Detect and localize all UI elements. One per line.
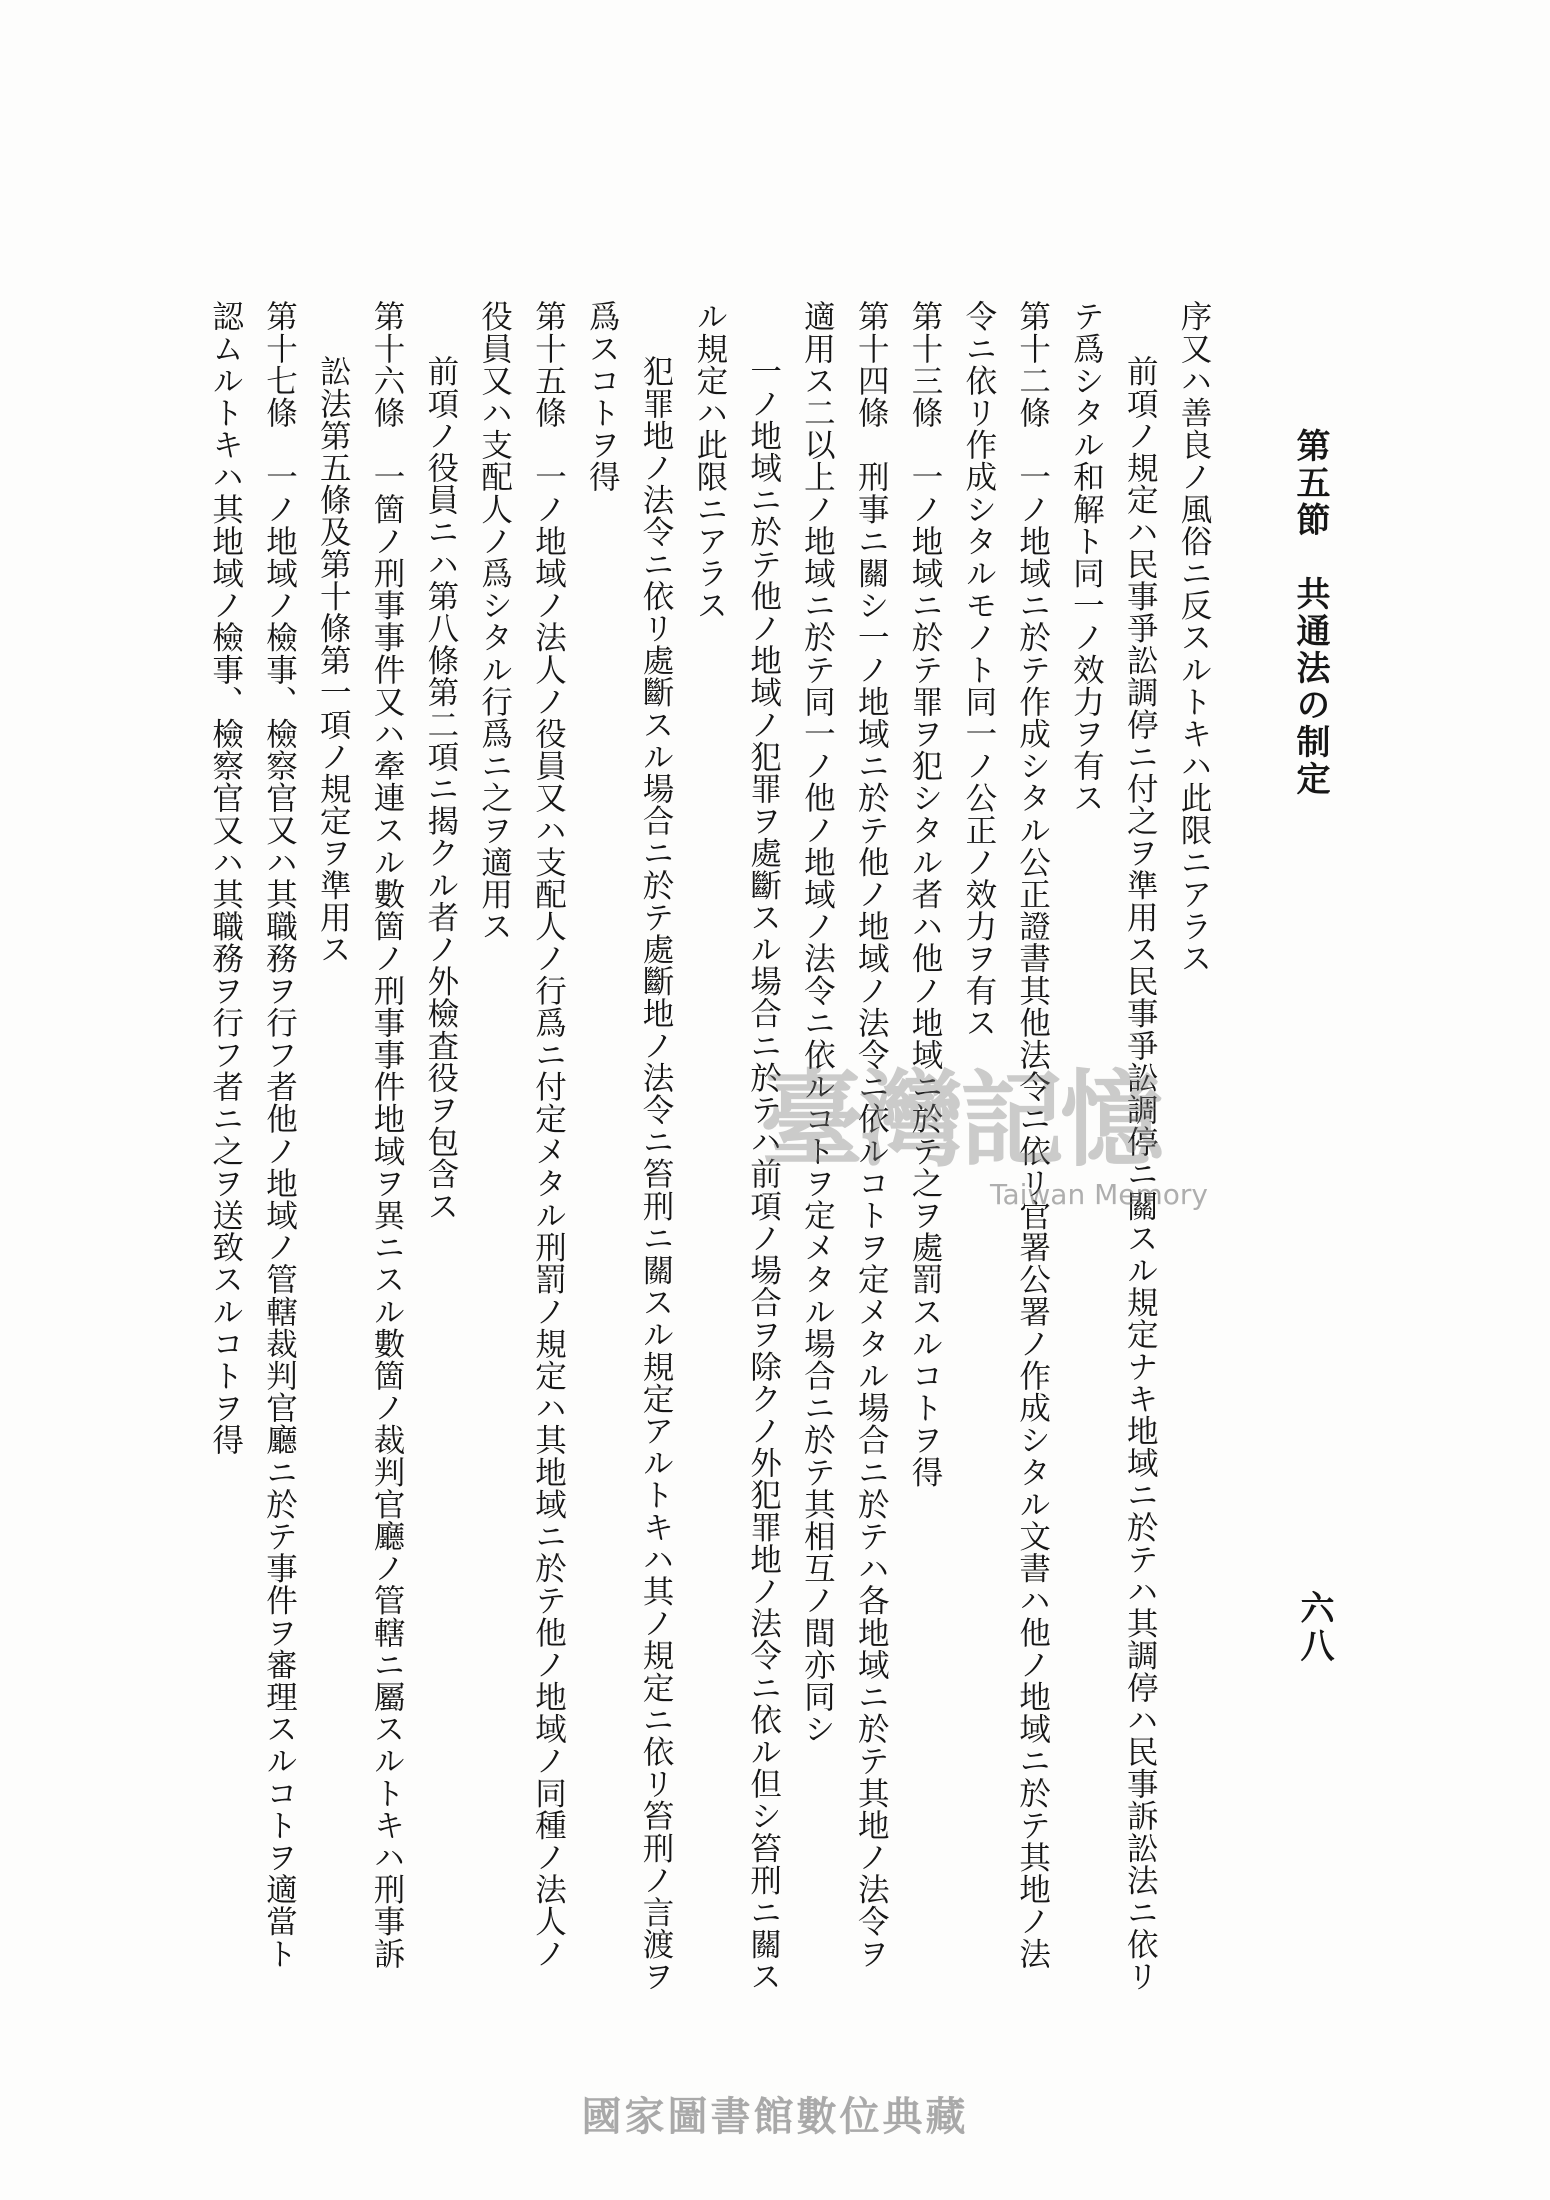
text-column: 爲スコトヲ得 xyxy=(584,300,621,493)
article-17-start: 第十七條 一ノ地域ノ檢事、檢察官又ハ其職務ヲ行フ者他ノ地域ノ管轄裁判官廳ニ於テ事件ヲ審理スルコトヲ適當ト xyxy=(261,300,298,1970)
text-column: 令ニ依リ作成シタルモノト同一ノ公正ノ效力ヲ有ス xyxy=(960,300,997,1039)
vertical-body-text xyxy=(207,300,1220,1993)
watermark-logo-text: 臺灣記憶 xyxy=(760,1058,1161,1181)
text-column: 前項ノ規定ハ民事爭訟調停ニ付之ヲ準用ス民事爭訟調停ニ關スル規定ナキ地域ニ於テハ其調停ハ民事訴訟法ニ依リ xyxy=(1122,355,1159,1993)
watermark-logo-subtitle: Taiwan Memory xyxy=(990,1178,1208,1211)
text-column: テ爲シタル和解ト同一ノ效力ヲ有ス xyxy=(1068,300,1105,814)
text-column: 認ムルトキハ其地域ノ檢事、檢察官又ハ其職務ヲ行フ者ニ之ヲ送致スルコトヲ得 xyxy=(207,300,244,1456)
text-column: 適用ス二以上ノ地域ニ於テ同一ノ他ノ地域ノ法令ニ依ルコトヲ定メタル場合ニ於テ其相互ノ間亦同シ xyxy=(799,300,836,1745)
text-column: 役員又ハ支配人ノ爲シタル行爲ニ之ヲ適用ス xyxy=(476,300,513,942)
article-12-start: 第十二條 一ノ地域ニ於テ作成シタル公正證書其他法令ニ依リ官署公署ノ作成シタル文書ハ他ノ地域ニ於テ其地ノ法 xyxy=(1014,300,1051,1970)
text-column: ル規定ハ此限ニアラス xyxy=(691,300,728,621)
text-column: 前項ノ役員ニハ第八條第二項ニ揭クル者ノ外檢査役ヲ包含ス xyxy=(422,355,459,1222)
text-column: 犯罪地ノ法令ニ依リ處斷スル場合ニ於テ處斷地ノ法令ニ笞刑ニ關スル規定アルトキハ其ノ規定ニ依リ笞刑ノ言渡ヲ xyxy=(638,355,675,1993)
article-14-start: 第十四條 刑事ニ關シ一ノ地域ニ於テ他ノ地域ノ法令ニ依ルコトヲ定メタル場合ニ於テハ各地域ニ於テ其地ノ法令ヲ xyxy=(853,300,890,1970)
library-footer: 國家圖書館數位典藏 xyxy=(581,2094,969,2140)
page-number: 六八 xyxy=(1294,1590,1334,1666)
text-column: 一ノ地域ニ於テ他ノ地域ノ犯罪ヲ處斷スル場合ニ於テハ前項ノ場合ヲ除クノ外犯罪地ノ法令ニ依ル但シ笞刑ニ關ス xyxy=(745,355,782,1993)
article-16-start: 第十六條 一箇ノ刑事事件又ハ牽連スル數箇ノ刑事事件地域ヲ異ニスル數箇ノ裁判官廳ノ管轄ニ屬スルトキハ刑事訴 xyxy=(369,300,406,1970)
article-13: 第十三條 一ノ地域ニ於テ罪ヲ犯シタル者ハ他ノ地域ニ於テ之ヲ處罰スルコトヲ得 xyxy=(907,300,944,1488)
article-15-start: 第十五條 一ノ地域ノ法人ノ役員又ハ支配人ノ行爲ニ付定メタル刑罰ノ規定ハ其地域ニ於テ他ノ地域ノ同種ノ法人ノ xyxy=(530,300,567,1970)
text-column: 訟法第五條及第十條第一項ノ規定ヲ準用ス xyxy=(315,355,352,965)
section-heading: 第五節 共通法の制定 xyxy=(1290,428,1330,798)
text-column: 序又ハ善良ノ風俗ニ反スルトキハ此限ニアラス xyxy=(1176,300,1212,975)
